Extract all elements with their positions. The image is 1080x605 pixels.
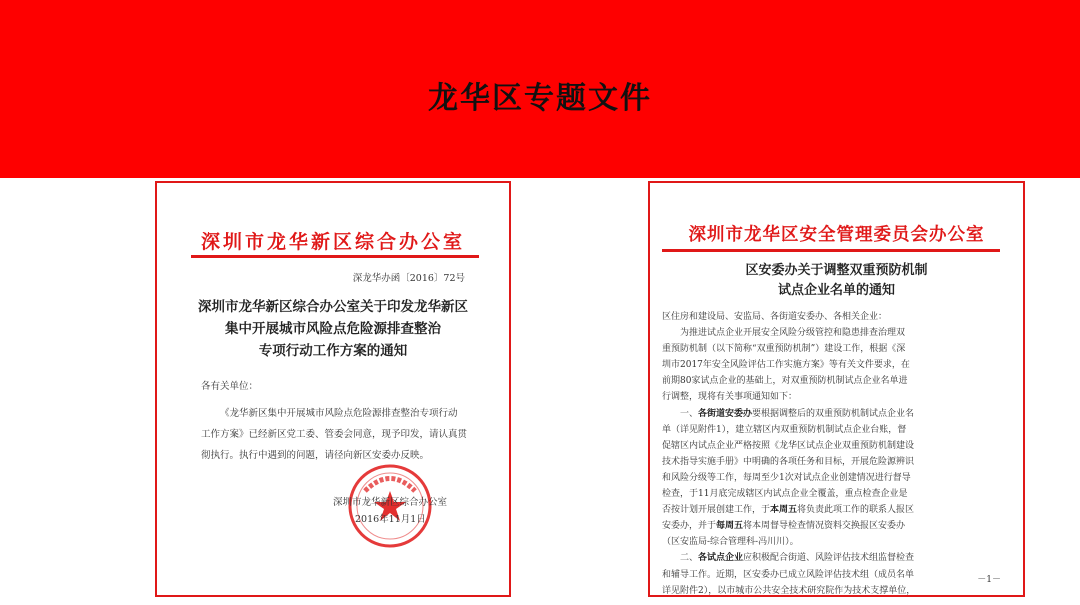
page-number: －1－ bbox=[977, 575, 1001, 585]
masthead-divider bbox=[191, 255, 479, 258]
doc-masthead: 深圳市龙华新区综合办公室 bbox=[200, 231, 465, 253]
doc-title: 深圳市龙华新区综合办公室关于印发龙华新区 集中开展城市风险点危险源排查整治 专项行动工作方案的通知 bbox=[198, 299, 468, 359]
document-thumbnail-1[interactable] bbox=[155, 181, 511, 597]
doc-salutation: 区住房和建设局、安监局、各街道安委办、各相关企业： bbox=[662, 312, 888, 322]
masthead-divider bbox=[662, 249, 1000, 252]
document-thumbnail-2[interactable] bbox=[648, 181, 1025, 597]
doc-signature: 深圳市龙华新区综合办公室 bbox=[333, 497, 448, 508]
doc-body: 区住房和建设局、安监局、各街道安委办、各相关企业： 为推进试点企业开展安全风险分级管控和隐患排查治理双 重预防机制（以下简称“双重预防机制”）建设工作，根据《深 圳市2017年安全风险评估工作实施方案》等有关文件要求，在 前期80家试点企业的基础上，对双重预防机制试点企业名单进 行调整，现将有关事项通知如下： 一、各街道安委办要根据调整后的双重预防机制试点企业名 单（详见附件1），建立辖区内双重预防机制试点企业台账，督 促辖区内试点企业严格按照《龙华区试点企业双重预防机制建设 技术指导实施手册》中明确的各项任务和目标，开展危险源辨识 和风险分级等工作，每周至少1次对试点企业创建情况进行督导 检查，于11月底完成辖区内试点企业全覆盖，重点检查企业是 否按计划开展创建工作，于本周五将负责此项工作的联系人报区 安委办，并于每周五将本周督导检查情况资料交换报区安委办 （区安监局-综合管理科-冯川川）。 二、各试点企业应积极配合街道、风险评估技术组监督检查 和辅导工作。近期，区安委办已成立风险评估技术组（成员名单 详见附件2），以市城市公共安全技术研究院作为技术支撑单位， bbox=[662, 309, 1012, 597]
doc-masthead: 深圳市龙华区安全管理委员会办公室 bbox=[688, 225, 985, 245]
doc-body: 《龙华新区集中开展城市风险点危险源排查整治专项行动 工作方案》已经新区党工委、管委会同意，现予印发，请认真贯 彻执行。执行中遇到的问题，请径向新区安委办反映。 bbox=[201, 408, 468, 461]
doc-title: 区安委办关于调整双重预防机制 试点企业名单的通知 bbox=[745, 263, 928, 298]
page-title: 龙华区专题文件 bbox=[428, 81, 652, 116]
doc-salutation: 各有关单位： bbox=[201, 381, 259, 392]
doc-date: 2016年11月1日 bbox=[355, 514, 426, 525]
header-banner bbox=[0, 0, 1080, 178]
doc-number: 深龙华办函〔2016〕72号 bbox=[352, 273, 465, 284]
